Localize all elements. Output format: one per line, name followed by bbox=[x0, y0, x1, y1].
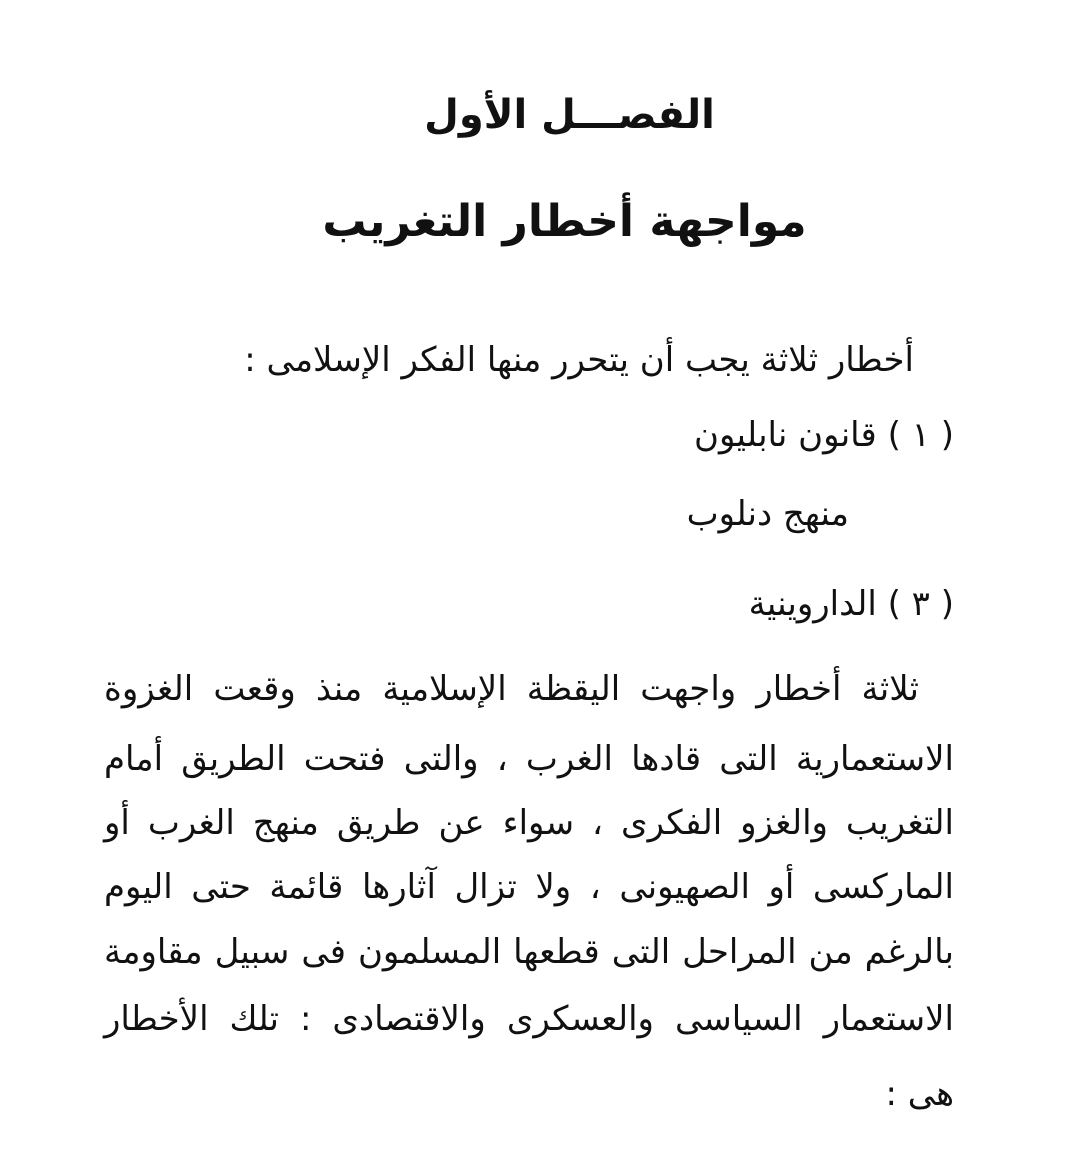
paragraph-line-5: بالرغم من المراحل التى قطعها المسلمون فى سبيل مقاومة bbox=[104, 932, 954, 972]
intro-line: أخطار ثلاثة يجب أن يتحرر منها الفكر الإسلامى : bbox=[244, 340, 914, 380]
paragraph-line-2: الاستعمارية التى قادها الغرب ، والتى فتحت الطريق أمام bbox=[104, 739, 954, 779]
chapter-heading: الفصـــل الأول bbox=[424, 92, 715, 138]
list-item-1: ( ١ ) قانون نابليون bbox=[694, 415, 954, 455]
paragraph-line-1: ثلاثة أخطار واجهت اليقظة الإسلامية منذ وقعت الغزوة bbox=[104, 669, 919, 709]
list-item-3: ( ٣ ) الداروينية bbox=[748, 584, 954, 624]
chapter-title: مواجهة أخطار التغريب bbox=[322, 196, 807, 247]
paragraph-line-6: الاستعمار السياسى والعسكرى والاقتصادى : تلك الأخطار bbox=[104, 999, 954, 1039]
paragraph-line-4: الماركسى أو الصهيونى ، ولا تزال آثارها قائمة حتى اليوم bbox=[104, 867, 954, 907]
paragraph-line-7: هى : bbox=[885, 1074, 954, 1114]
paragraph-line-3: التغريب والغزو الفكرى ، سواء عن طريق منهج الغرب أو bbox=[104, 803, 954, 843]
list-item-2: منهج دنلوب bbox=[686, 494, 849, 534]
